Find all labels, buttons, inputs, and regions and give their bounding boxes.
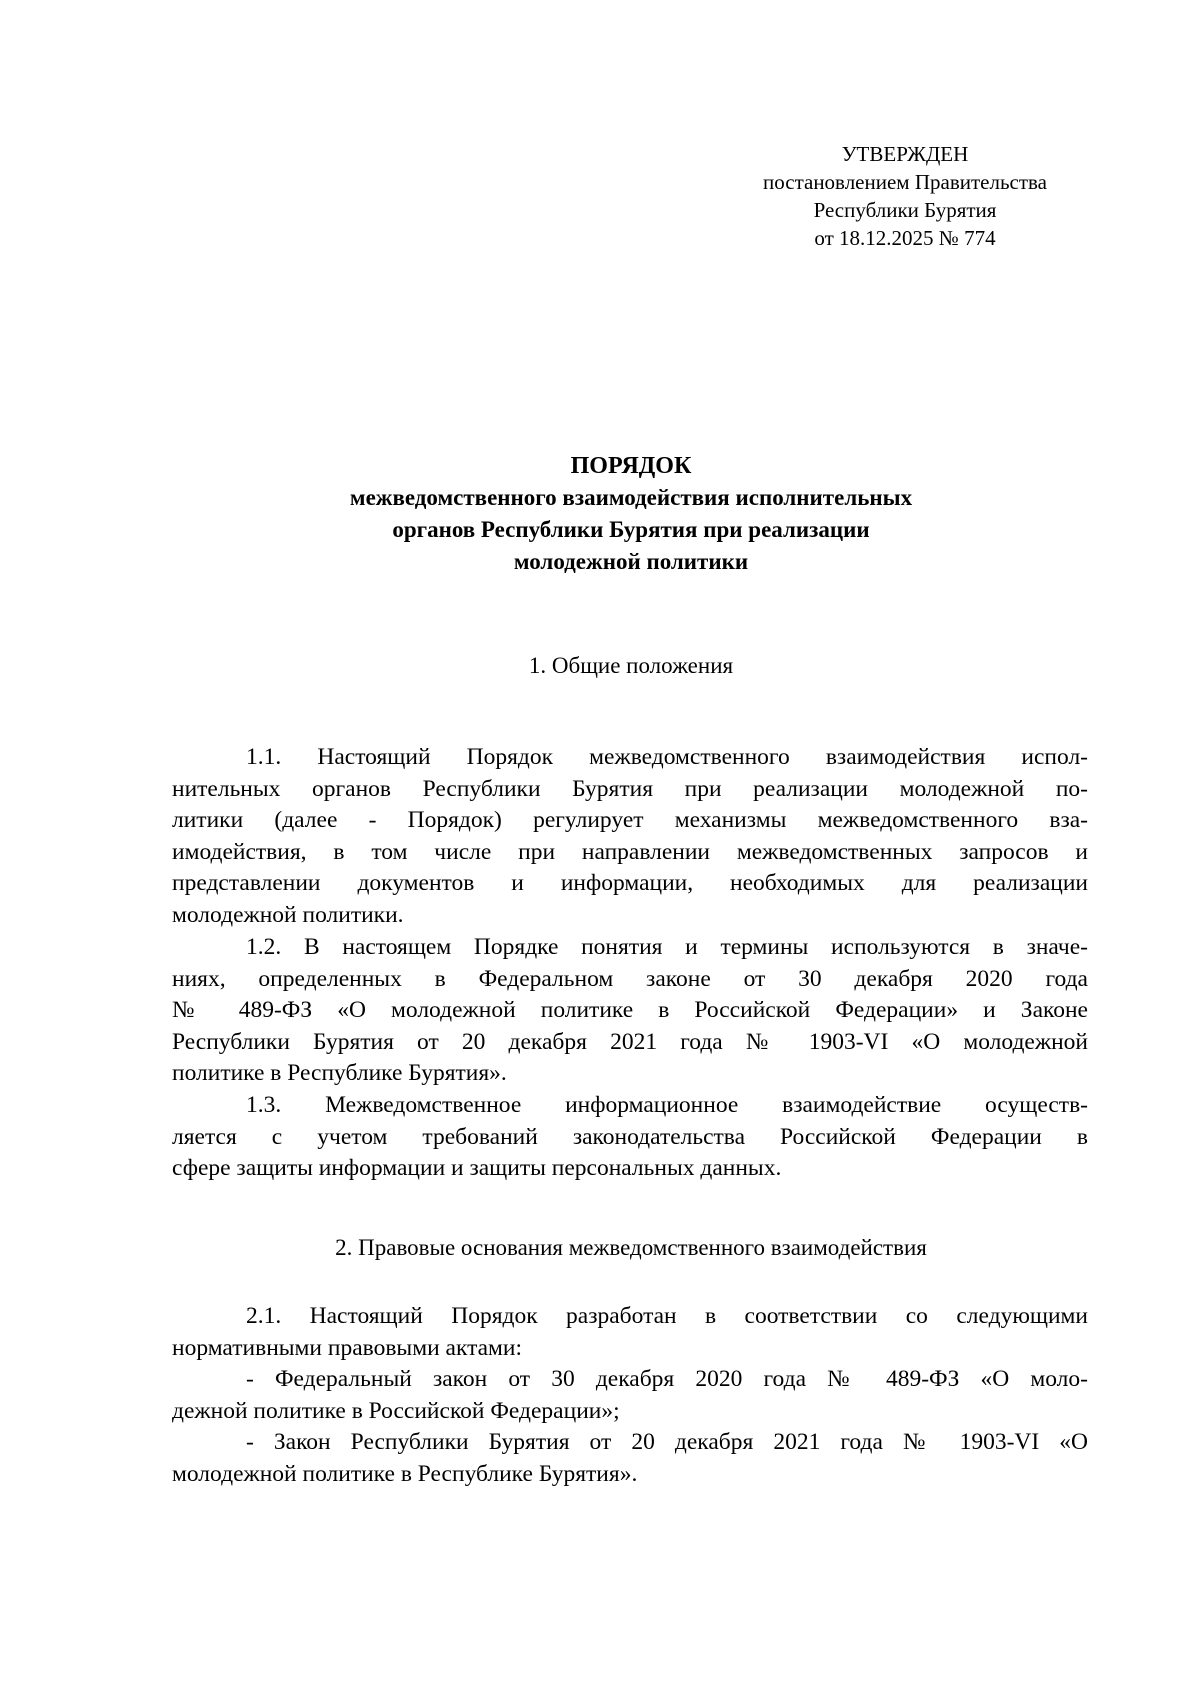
paragraph-2-1 [172,1301,1088,1491]
section-2-heading: 2. Правовые основания межведомственного взаимодействия [335,1235,927,1260]
paragraph-line: политике в Республике Бурятия». [172,1060,507,1087]
title-line: молодежной политики [513,549,749,574]
approval-date-number: от 18.12.2025 № 774 [814,226,996,250]
paragraph-line: нормативными правовыми актами: [172,1334,523,1361]
paragraph-1-3 [172,1090,1088,1185]
paragraph-line: ниях, определенных в Федеральном законе от 30 декабря 2020 года [172,965,1088,992]
approval-title: УТВЕРЖДЕН [841,142,969,166]
approval-line: постановлением Правительства [762,170,1047,194]
approval-block [740,140,1070,252]
paragraph-line: 1.2. В настоящем Порядке понятия и термины используются в значе- [246,934,1088,960]
paragraph-line: представлении документов и информации, необходимых для реализации [172,870,1088,897]
paragraph-line: молодежной политики. [172,901,404,928]
paragraph-line: ляется с учетом требований законодательства Российской Федерации в [172,1123,1088,1150]
document-title [170,450,1092,578]
paragraph-1-1 [172,742,1088,932]
list-item-line: - Закон Республики Бурятия от 20 декабря 2021 года № 1903-VI «О [246,1429,1088,1456]
list-item-line: молодежной политике в Республике Бурятия». [172,1460,638,1487]
title-line: межведомственного взаимодействия исполнительных [349,485,913,510]
paragraph-line: 1.1. Настоящий Порядок межведомственного взаимодействия испол- [246,744,1088,770]
approval-line: Республики Бурятия [813,198,997,222]
title-line: органов Республики Бурятия при реализации [392,517,870,542]
list-item-line: дежной политике в Российской Федерации»; [172,1397,620,1424]
paragraph-line: имодействия, в том числе при направлении межведомственных запросов и [172,838,1088,865]
paragraph-1-2 [172,932,1088,1090]
paragraph-line: литики (далее - Порядок) регулирует механизмы межведомственного вза- [172,807,1088,834]
section-1-heading: 1. Общие положения [528,653,734,678]
paragraph-line: сфере защиты информации и защиты персональных данных. [172,1155,782,1182]
paragraph-line: 2.1. Настоящий Порядок разработан в соответствии со следующими [246,1303,1088,1329]
paragraph-line: Республики Бурятия от 20 декабря 2021 года № 1903-VI «О молодежной [172,1028,1088,1055]
paragraph-line: 1.3. Межведомственное информационное взаимодействие осуществ- [246,1092,1088,1118]
paragraph-line: № 489-ФЗ «О молодежной политике в Российской Федерации» и Законе [172,997,1088,1024]
title-main: ПОРЯДОК [570,453,692,479]
paragraph-line: нительных органов Республики Бурятия при реализации молодежной по- [172,775,1088,802]
list-item-line: - Федеральный закон от 30 декабря 2020 года № 489-ФЗ «О моло- [246,1366,1088,1393]
